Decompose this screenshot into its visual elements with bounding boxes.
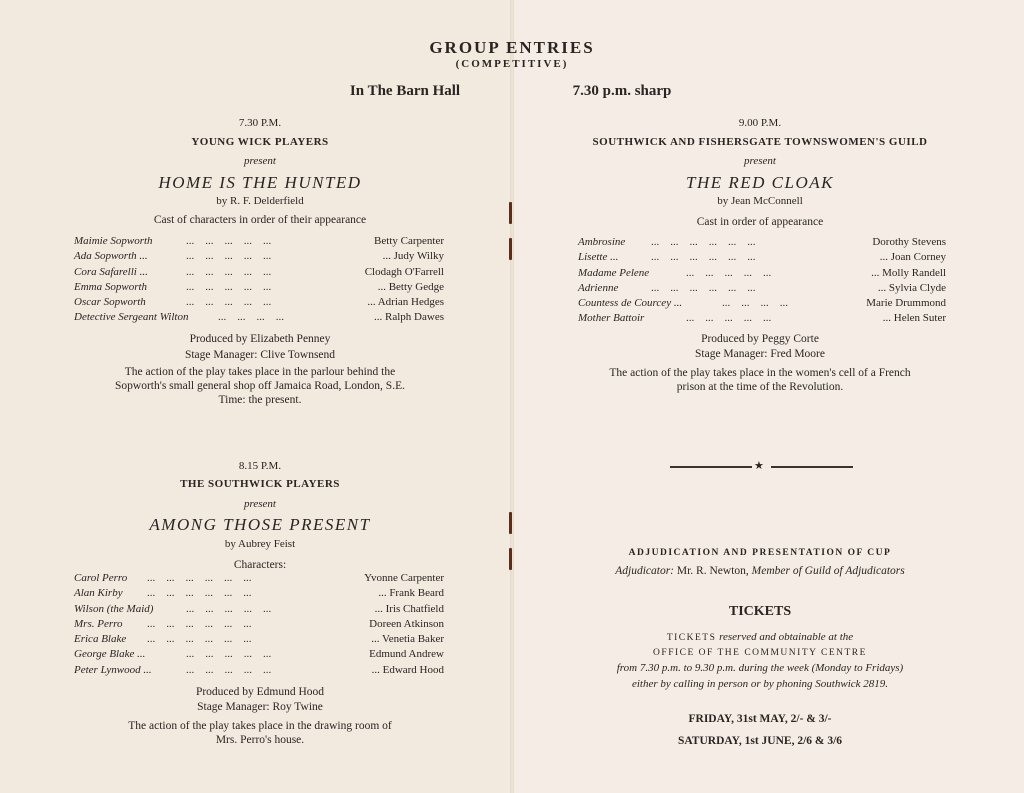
cast-role: Emma Sopworth (74, 280, 148, 293)
play2-author: by Aubrey Feist (224, 538, 296, 550)
cast-actor: Edmund Andrew (369, 648, 444, 661)
leader-dots: ... ... ... ... ... ... (147, 633, 252, 646)
ornament-rule-left (670, 466, 752, 468)
cast-actor: ... Joan Corney (879, 251, 946, 264)
leader-dots: ... ... ... ... ... (686, 266, 772, 279)
tickets-caps: TICKETS (666, 633, 717, 643)
cast-role: Madame Pelene (578, 266, 650, 279)
ornament-rule-right (771, 466, 853, 468)
leader-dots: ... ... ... ... ... (186, 296, 272, 309)
cast-role: Mrs. Perro (74, 617, 123, 630)
cast-row (74, 618, 444, 633)
leader-dots: ... ... ... ... ... ... (147, 617, 252, 630)
play3-troupe: SOUTHWICK AND FISHERSGATE TOWNSWOMEN'S GUILD (592, 136, 928, 148)
cast-row (74, 250, 444, 265)
cast-actor: Yvonne Carpenter (364, 572, 444, 584)
play3-time: 9.00 P.M. (738, 117, 782, 129)
play2-time: 8.15 P.M. (238, 460, 282, 472)
staple (509, 202, 512, 224)
play2-action-line: The action of the play takes place in the drawing room of (128, 720, 392, 732)
cast-actor: ... Iris Chatfield (374, 602, 444, 615)
cast-row (74, 572, 444, 587)
leader-dots: ... ... ... ... ... (186, 280, 272, 293)
tickets-office: OFFICE OF THE COMMUNITY CENTRE (653, 648, 867, 658)
play1-present: present (244, 155, 276, 167)
cast-role: Ada Sopworth ... (74, 250, 148, 263)
leader-dots: ... ... ... ... ... (186, 602, 272, 615)
cast-actor: ... Edward Hood (371, 663, 444, 676)
performance-date: SATURDAY, 1st JUNE, 2/6 & 3/6 (677, 735, 843, 747)
play1-cast-list (74, 235, 444, 327)
cast-actor: Marie Drummond (866, 297, 946, 310)
adjudicator-line (540, 565, 980, 577)
cast-row (578, 251, 946, 266)
adjudicator-label: Adjudicator: (615, 565, 675, 577)
play1-title: HOME IS THE HUNTED (158, 173, 362, 192)
cast-row (578, 297, 946, 312)
adjudication-heading: ADJUDICATION AND PRESENTATION OF CUP (628, 548, 892, 558)
cast-role: Erica Blake (74, 633, 127, 646)
leader-dots: ... ... ... ... ... ... (147, 572, 252, 584)
cast-actor: ... Betty Gedge (377, 280, 444, 293)
tickets-reserved: reserved and obtainable at the (719, 631, 854, 643)
leader-dots: ... ... ... ... ... ... (651, 236, 756, 248)
cast-row (578, 312, 946, 327)
play2-troupe: THE SOUTHWICK PLAYERS (180, 478, 340, 490)
leader-dots: ... ... ... ... ... (186, 663, 272, 676)
cast-actor: Clodagh O'Farrell (364, 265, 444, 278)
cast-row (578, 267, 946, 282)
leader-dots: ... ... ... ... ... (186, 250, 272, 263)
cast-role: Carol Perro (74, 572, 128, 584)
play1-action-line: Time: the present. (218, 394, 302, 406)
performance-date: FRIDAY, 31st MAY, 2/- & 3/- (688, 713, 832, 725)
cast-row (74, 311, 444, 326)
cast-actor: ... Adrian Hedges (367, 296, 444, 309)
play3-title: THE RED CLOAK (686, 173, 834, 192)
tickets-line (560, 631, 960, 643)
cast-role: Mother Battoir (578, 312, 645, 325)
cast-role: Peter Lynwood ... (74, 663, 152, 676)
cast-role: Wilson (the Maid) (74, 602, 154, 615)
cast-row (578, 282, 946, 297)
cast-role: Cora Safarelli ... (74, 265, 148, 278)
tickets-heading: TICKETS (728, 604, 792, 619)
cast-row (74, 603, 444, 618)
play2-cast-label: Characters: (233, 559, 287, 571)
cast-actor: Doreen Atkinson (369, 617, 444, 630)
start-time: 7.30 p.m. sharp (572, 83, 672, 99)
play2-stage-manager: Stage Manager: Roy Twine (197, 701, 323, 713)
cast-role: Maimie Sopworth (74, 235, 153, 247)
play1-action-line: The action of the play takes place in the parlour behind the (124, 366, 396, 378)
leader-dots: ... ... ... ... ... (186, 265, 272, 278)
cast-actor: ... Judy Wilky (382, 250, 444, 263)
play2-action-line: Mrs. Perro's house. (215, 734, 305, 746)
leader-dots: ... ... ... ... ... (186, 648, 272, 661)
play3-producer: Produced by Peggy Corte (701, 333, 819, 345)
leader-dots: ... ... ... ... ... (186, 235, 272, 247)
adjudicator-role: Member of Guild of Adjudicators (751, 565, 905, 577)
leader-dots: ... ... ... ... (722, 297, 788, 310)
cast-actor: ... Venetia Baker (371, 633, 444, 646)
play2-title: AMONG THOSE PRESENT (149, 515, 371, 534)
play3-stage-manager: Stage Manager: Fred Moore (695, 348, 825, 360)
play1-stage-manager: Stage Manager: Clive Townsend (184, 349, 336, 361)
leader-dots: ... ... ... ... ... ... (651, 281, 756, 294)
star-icon: ★ (754, 460, 764, 472)
play1-producer: Produced by Elizabeth Penney (189, 333, 331, 345)
cast-role: Lisette ... (578, 251, 619, 264)
play3-cast-label: Cast in order of appearance (696, 216, 824, 228)
cast-row (74, 281, 444, 296)
cast-row (74, 235, 444, 250)
cast-role: Alan Kirby (74, 587, 123, 600)
cast-actor: ... Sylvia Clyde (877, 281, 946, 294)
staple (509, 512, 512, 534)
play3-action-line: The action of the play takes place in the women's cell of a French (609, 367, 911, 379)
cast-row (74, 587, 444, 602)
cast-actor: Dorothy Stevens (872, 236, 946, 248)
play1-cast-label: Cast of characters in order of their appearance (153, 214, 367, 226)
cast-actor: ... Molly Randell (871, 266, 946, 279)
cast-role: Oscar Sopworth (74, 296, 146, 309)
play1-time: 7.30 P.M. (238, 117, 282, 129)
cast-role: Detective Sergeant Wilton (74, 311, 189, 324)
play3-present: present (744, 155, 776, 167)
play3-action-line: prison at the time of the Revolution. (676, 381, 844, 393)
play2-cast-list (74, 572, 444, 679)
leader-dots: ... ... ... ... (218, 311, 284, 324)
cast-actor: ... Ralph Dawes (374, 311, 444, 324)
play2-present: present (244, 498, 276, 510)
page-fold (510, 0, 514, 793)
cast-role: Countess de Courcey ... (578, 297, 683, 310)
tickets-booking: either by calling in person or by phoning Southwick 2819. (631, 678, 889, 690)
cast-role: Adrienne (578, 281, 619, 294)
cast-row (578, 236, 946, 251)
programme-subtitle: (COMPETITIVE) (455, 58, 569, 70)
cast-row (74, 296, 444, 311)
cast-role: George Blake ... (74, 648, 146, 661)
adjudicator-name: Mr. R. Newton, (676, 565, 749, 577)
leader-dots: ... ... ... ... ... (686, 312, 772, 325)
cast-actor: ... Frank Beard (378, 587, 444, 600)
cast-row (74, 664, 444, 679)
play1-author: by R. F. Delderfield (216, 195, 304, 207)
staple (509, 548, 512, 570)
play3-author: by Jean McConnell (717, 195, 803, 207)
play1-action-line: Sopworth's small general shop off Jamaica Road, London, S.E. (115, 380, 405, 392)
programme-title: GROUP ENTRIES (429, 38, 595, 57)
leader-dots: ... ... ... ... ... ... (147, 587, 252, 600)
play2-producer: Produced by Edmund Hood (195, 686, 325, 698)
cast-actor: ... Helen Suter (882, 312, 946, 325)
tickets-hours: from 7.30 p.m. to 9.30 p.m. during the week (Monday to Fridays) (616, 662, 904, 674)
cast-actor: Betty Carpenter (374, 235, 444, 247)
cast-role: Ambrosine (578, 236, 626, 248)
cast-row (74, 633, 444, 648)
leader-dots: ... ... ... ... ... ... (651, 251, 756, 264)
play1-troupe: YOUNG WICK PLAYERS (191, 136, 329, 148)
venue: In The Barn Hall (349, 83, 461, 99)
cast-row (74, 266, 444, 281)
staple (509, 238, 512, 260)
cast-row (74, 648, 444, 663)
play3-cast-list (578, 236, 946, 328)
